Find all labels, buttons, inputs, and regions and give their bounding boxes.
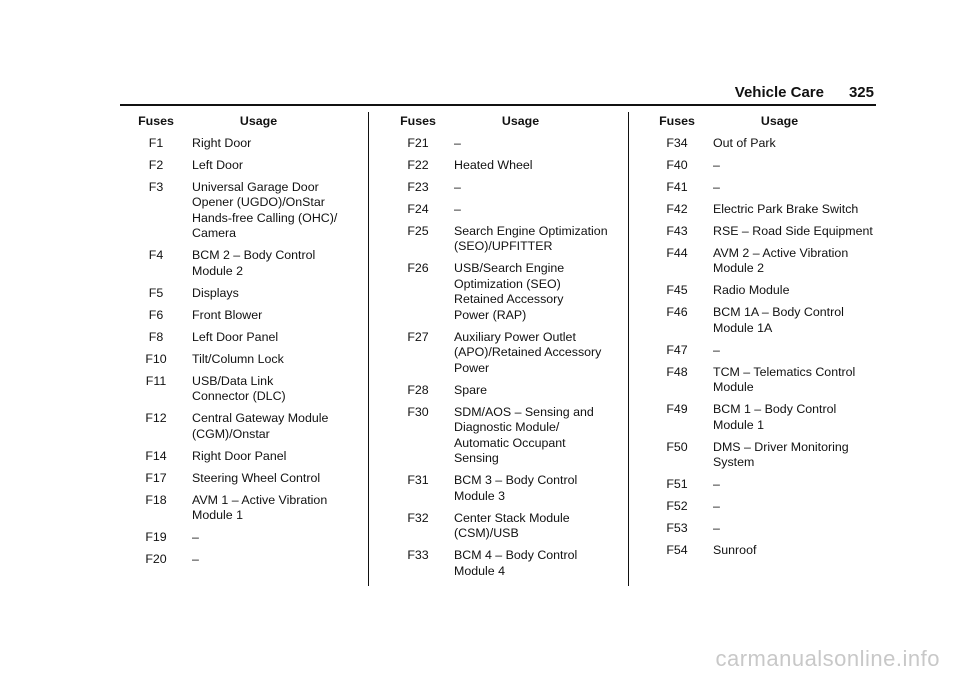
usage-line: BCM 4 – Body Control	[454, 548, 578, 562]
table-row	[641, 305, 886, 336]
usage-line: Radio Module	[713, 283, 790, 297]
fuse-id: F30	[407, 404, 429, 419]
fuse-usage	[713, 305, 886, 336]
fuse-usage	[713, 202, 886, 218]
usage-line: –	[713, 521, 720, 535]
fuse-id: F10	[145, 351, 167, 366]
usage-line: SDM/AOS – Sensing and	[454, 404, 594, 419]
usage-line: Left Door	[192, 157, 243, 172]
table-row	[120, 308, 365, 324]
table-row	[382, 261, 627, 323]
fuse-usage	[454, 473, 627, 504]
fuse-id: F17	[145, 470, 167, 485]
usage-header: Usage	[501, 114, 540, 128]
table-row	[120, 449, 365, 465]
table-row	[641, 224, 886, 240]
usage-line: Central Gateway Module	[192, 411, 329, 425]
fuse-id: F52	[666, 499, 688, 513]
fuse-usage	[713, 477, 886, 493]
usage-line: Spare	[454, 382, 488, 397]
fuse-usage	[713, 402, 886, 433]
fuse-usage	[192, 286, 365, 302]
usage-line: Heated Wheel	[454, 157, 533, 172]
fuse-id: F26	[407, 261, 429, 275]
usage-line: Hands-free Calling (OHC)/	[192, 210, 338, 225]
usage-line: Right Door Panel	[192, 448, 287, 463]
usage-line: Retained Accessory	[454, 292, 564, 306]
fuses-header: Fuses	[138, 114, 174, 128]
fuse-table-column-3	[641, 114, 886, 565]
table-row	[120, 493, 365, 524]
usage-line: BCM 1A – Body Control	[713, 305, 844, 319]
usage-line: Diagnostic Module/	[454, 420, 560, 434]
usage-line: Module 3	[454, 488, 505, 503]
table-row	[641, 499, 886, 515]
usage-line: Module	[713, 380, 754, 394]
usage-header: Usage	[239, 114, 278, 128]
usage-line: Electric Park Brake Switch	[713, 201, 859, 216]
usage-line: RSE – Road Side Equipment	[713, 223, 873, 238]
fuse-id: F2	[148, 157, 164, 172]
fuse-id: F11	[145, 373, 167, 388]
table-row	[382, 136, 627, 152]
fuse-usage	[713, 180, 886, 196]
table-row	[641, 521, 886, 537]
fuse-id: F46	[666, 305, 688, 319]
usage-line: Power	[454, 360, 490, 375]
fuse-id: F21	[407, 135, 429, 150]
fuse-usage	[454, 180, 627, 196]
usage-line: Module 1	[713, 417, 764, 432]
fuse-id: F31	[407, 473, 429, 487]
usage-line: Camera	[192, 226, 237, 240]
fuse-usage	[713, 246, 886, 277]
fuse-usage	[454, 202, 627, 218]
fuse-id: F51	[666, 477, 688, 491]
usage-line: Displays	[192, 285, 239, 300]
usage-line: –	[713, 499, 720, 513]
fuse-usage	[192, 493, 365, 524]
fuse-usage	[713, 521, 886, 537]
usage-line: System	[713, 455, 755, 469]
fuse-id: F33	[407, 548, 429, 562]
fuse-id: F34	[666, 135, 688, 150]
fuse-id: F3	[148, 179, 164, 194]
fuse-id: F19	[145, 530, 167, 544]
fuse-usage	[192, 374, 365, 405]
fuse-id: F42	[666, 201, 688, 216]
fuse-id: F18	[145, 492, 167, 507]
fuse-usage	[713, 543, 886, 559]
table-row	[641, 365, 886, 396]
usage-line: BCM 1 – Body Control	[713, 402, 837, 416]
table-row	[382, 383, 627, 399]
fuse-id: F1	[148, 135, 164, 150]
usage-line: Steering Wheel Control	[192, 470, 321, 485]
usage-line: Right Door	[192, 135, 252, 150]
usage-line: (APO)/Retained Accessory	[454, 345, 602, 359]
fuse-usage	[192, 248, 365, 279]
table-row	[120, 552, 365, 568]
fuses-header: Fuses	[400, 114, 436, 128]
fuse-id: F8	[148, 329, 164, 344]
fuse-usage	[454, 261, 627, 323]
usage-line: Auxiliary Power Outlet	[454, 329, 576, 344]
usage-line: DMS – Driver Monitoring	[713, 439, 849, 454]
table-row	[641, 543, 886, 559]
fuse-usage	[454, 136, 627, 152]
usage-line: Front Blower	[192, 307, 263, 322]
table-row	[120, 286, 365, 302]
usage-line: Search Engine Optimization	[454, 223, 608, 238]
table-row	[120, 471, 365, 487]
usage-line: Connector (DLC)	[192, 389, 286, 403]
table-row	[120, 158, 365, 174]
usage-line: BCM 2 – Body Control	[192, 248, 316, 262]
fuse-id: F45	[666, 283, 688, 297]
usage-line: –	[454, 201, 461, 216]
table-header	[382, 114, 627, 130]
fuse-usage	[192, 180, 365, 242]
fuses-header: Fuses	[659, 114, 695, 128]
fuse-id: F24	[407, 201, 429, 216]
fuse-id: F23	[407, 179, 429, 194]
usage-line: Opener (UGDO)/OnStar	[192, 195, 325, 209]
table-row	[382, 511, 627, 542]
fuse-id: F32	[407, 510, 429, 525]
fuse-id: F47	[666, 342, 688, 357]
usage-header: Usage	[760, 114, 799, 128]
fuse-usage	[454, 158, 627, 174]
usage-line: USB/Data Link	[192, 373, 274, 388]
fuse-id: F44	[666, 245, 688, 260]
fuse-id: F25	[407, 223, 429, 238]
fuse-id: F5	[148, 285, 164, 300]
fuse-id: F6	[148, 307, 164, 322]
usage-line: Left Door Panel	[192, 329, 279, 344]
fuse-usage	[713, 365, 886, 396]
fuse-usage	[713, 499, 886, 515]
fuse-id: F27	[407, 329, 429, 344]
usage-line: –	[454, 135, 461, 150]
fuse-id: F14	[145, 448, 167, 463]
usage-line: –	[454, 179, 461, 194]
usage-line: –	[192, 552, 199, 566]
table-row	[641, 158, 886, 174]
fuse-usage	[192, 352, 365, 368]
fuse-usage	[192, 471, 365, 487]
fuse-usage	[454, 548, 627, 579]
table-row	[382, 330, 627, 377]
fuse-id: F43	[666, 223, 688, 238]
fuse-usage	[454, 405, 627, 467]
usage-line: Module 4	[454, 563, 505, 578]
watermark: carmanualsonline.info	[715, 646, 940, 671]
table-row	[641, 402, 886, 433]
fuse-usage	[713, 283, 886, 299]
fuse-id: F53	[666, 521, 688, 535]
fuse-usage	[454, 224, 627, 255]
usage-line: –	[713, 179, 720, 194]
table-row	[120, 530, 365, 546]
fuse-usage	[713, 343, 886, 359]
table-row	[641, 180, 886, 196]
fuse-usage	[454, 383, 627, 399]
usage-line: –	[713, 477, 720, 491]
table-row	[120, 248, 365, 279]
fuse-table-column-1	[120, 114, 365, 574]
table-row	[382, 548, 627, 579]
usage-line: Center Stack Module	[454, 510, 570, 525]
table-row	[120, 330, 365, 346]
fuse-usage	[192, 552, 365, 568]
table-row	[641, 246, 886, 277]
fuse-usage	[192, 158, 365, 174]
usage-line: Universal Garage Door	[192, 179, 319, 194]
usage-line: AVM 1 – Active Vibration	[192, 492, 328, 507]
usage-line: Power (RAP)	[454, 307, 527, 322]
usage-line: Tilt/Column Lock	[192, 351, 284, 366]
table-row	[120, 180, 365, 242]
table-row	[382, 405, 627, 467]
table-row	[641, 283, 886, 299]
table-row	[382, 202, 627, 218]
usage-line: USB/Search Engine	[454, 261, 565, 275]
usage-line: –	[192, 530, 199, 544]
table-row	[382, 473, 627, 504]
usage-line: BCM 3 – Body Control	[454, 473, 578, 487]
usage-line: (SEO)/UPFITTER	[454, 239, 553, 253]
fuse-usage	[713, 158, 886, 174]
fuse-usage	[192, 330, 365, 346]
table-row	[382, 224, 627, 255]
fuse-id: F48	[666, 364, 688, 379]
fuse-usage	[192, 136, 365, 152]
fuse-id: F50	[666, 439, 688, 454]
usage-line: Out of Park	[713, 135, 776, 150]
usage-line: Module 2	[192, 263, 243, 278]
usage-line: (CSM)/USB	[454, 526, 519, 540]
table-row	[641, 136, 886, 152]
column-divider	[368, 112, 369, 586]
usage-line: (CGM)/Onstar	[192, 426, 270, 441]
fuse-id: F49	[666, 402, 688, 416]
section-title: Vehicle Care	[734, 84, 824, 101]
fuse-id: F20	[145, 552, 167, 566]
column-divider	[628, 112, 629, 586]
fuse-usage	[713, 136, 886, 152]
usage-line: Automatic Occupant	[454, 435, 566, 450]
usage-line: –	[713, 157, 720, 172]
usage-line: TCM – Telematics Control	[713, 364, 856, 379]
usage-line: Module 2	[713, 261, 764, 275]
usage-line: –	[713, 342, 720, 357]
table-row	[641, 477, 886, 493]
fuse-usage	[713, 224, 886, 240]
table-row	[641, 202, 886, 218]
fuse-id: F12	[145, 411, 167, 425]
fuse-id: F40	[666, 157, 688, 172]
fuse-id: F28	[407, 382, 429, 397]
table-row	[641, 343, 886, 359]
table-row	[120, 374, 365, 405]
fuse-usage	[192, 411, 365, 442]
fuse-id: F4	[148, 248, 164, 262]
table-row	[120, 136, 365, 152]
fuse-id: F22	[407, 157, 429, 172]
usage-line: Module 1	[192, 508, 243, 522]
fuse-usage	[454, 330, 627, 377]
table-row	[120, 411, 365, 442]
fuse-usage	[192, 449, 365, 465]
table-row	[120, 352, 365, 368]
fuse-table-column-2	[382, 114, 627, 586]
fuse-usage	[713, 440, 886, 471]
fuse-usage	[192, 530, 365, 546]
page-number: 325	[848, 84, 874, 101]
fuse-usage	[454, 511, 627, 542]
usage-line: Sensing	[454, 451, 499, 465]
usage-line: Module 1A	[713, 320, 773, 335]
table-header	[120, 114, 365, 130]
fuse-usage	[192, 308, 365, 324]
usage-line: Optimization (SEO)	[454, 276, 561, 291]
fuse-id: F54	[666, 543, 688, 557]
table-row	[382, 158, 627, 174]
table-header	[641, 114, 886, 130]
usage-line: Sunroof	[713, 543, 757, 557]
page-header	[120, 84, 876, 106]
usage-line: AVM 2 – Active Vibration	[713, 245, 849, 260]
table-row	[382, 180, 627, 196]
fuse-id: F41	[666, 179, 688, 194]
table-row	[641, 440, 886, 471]
